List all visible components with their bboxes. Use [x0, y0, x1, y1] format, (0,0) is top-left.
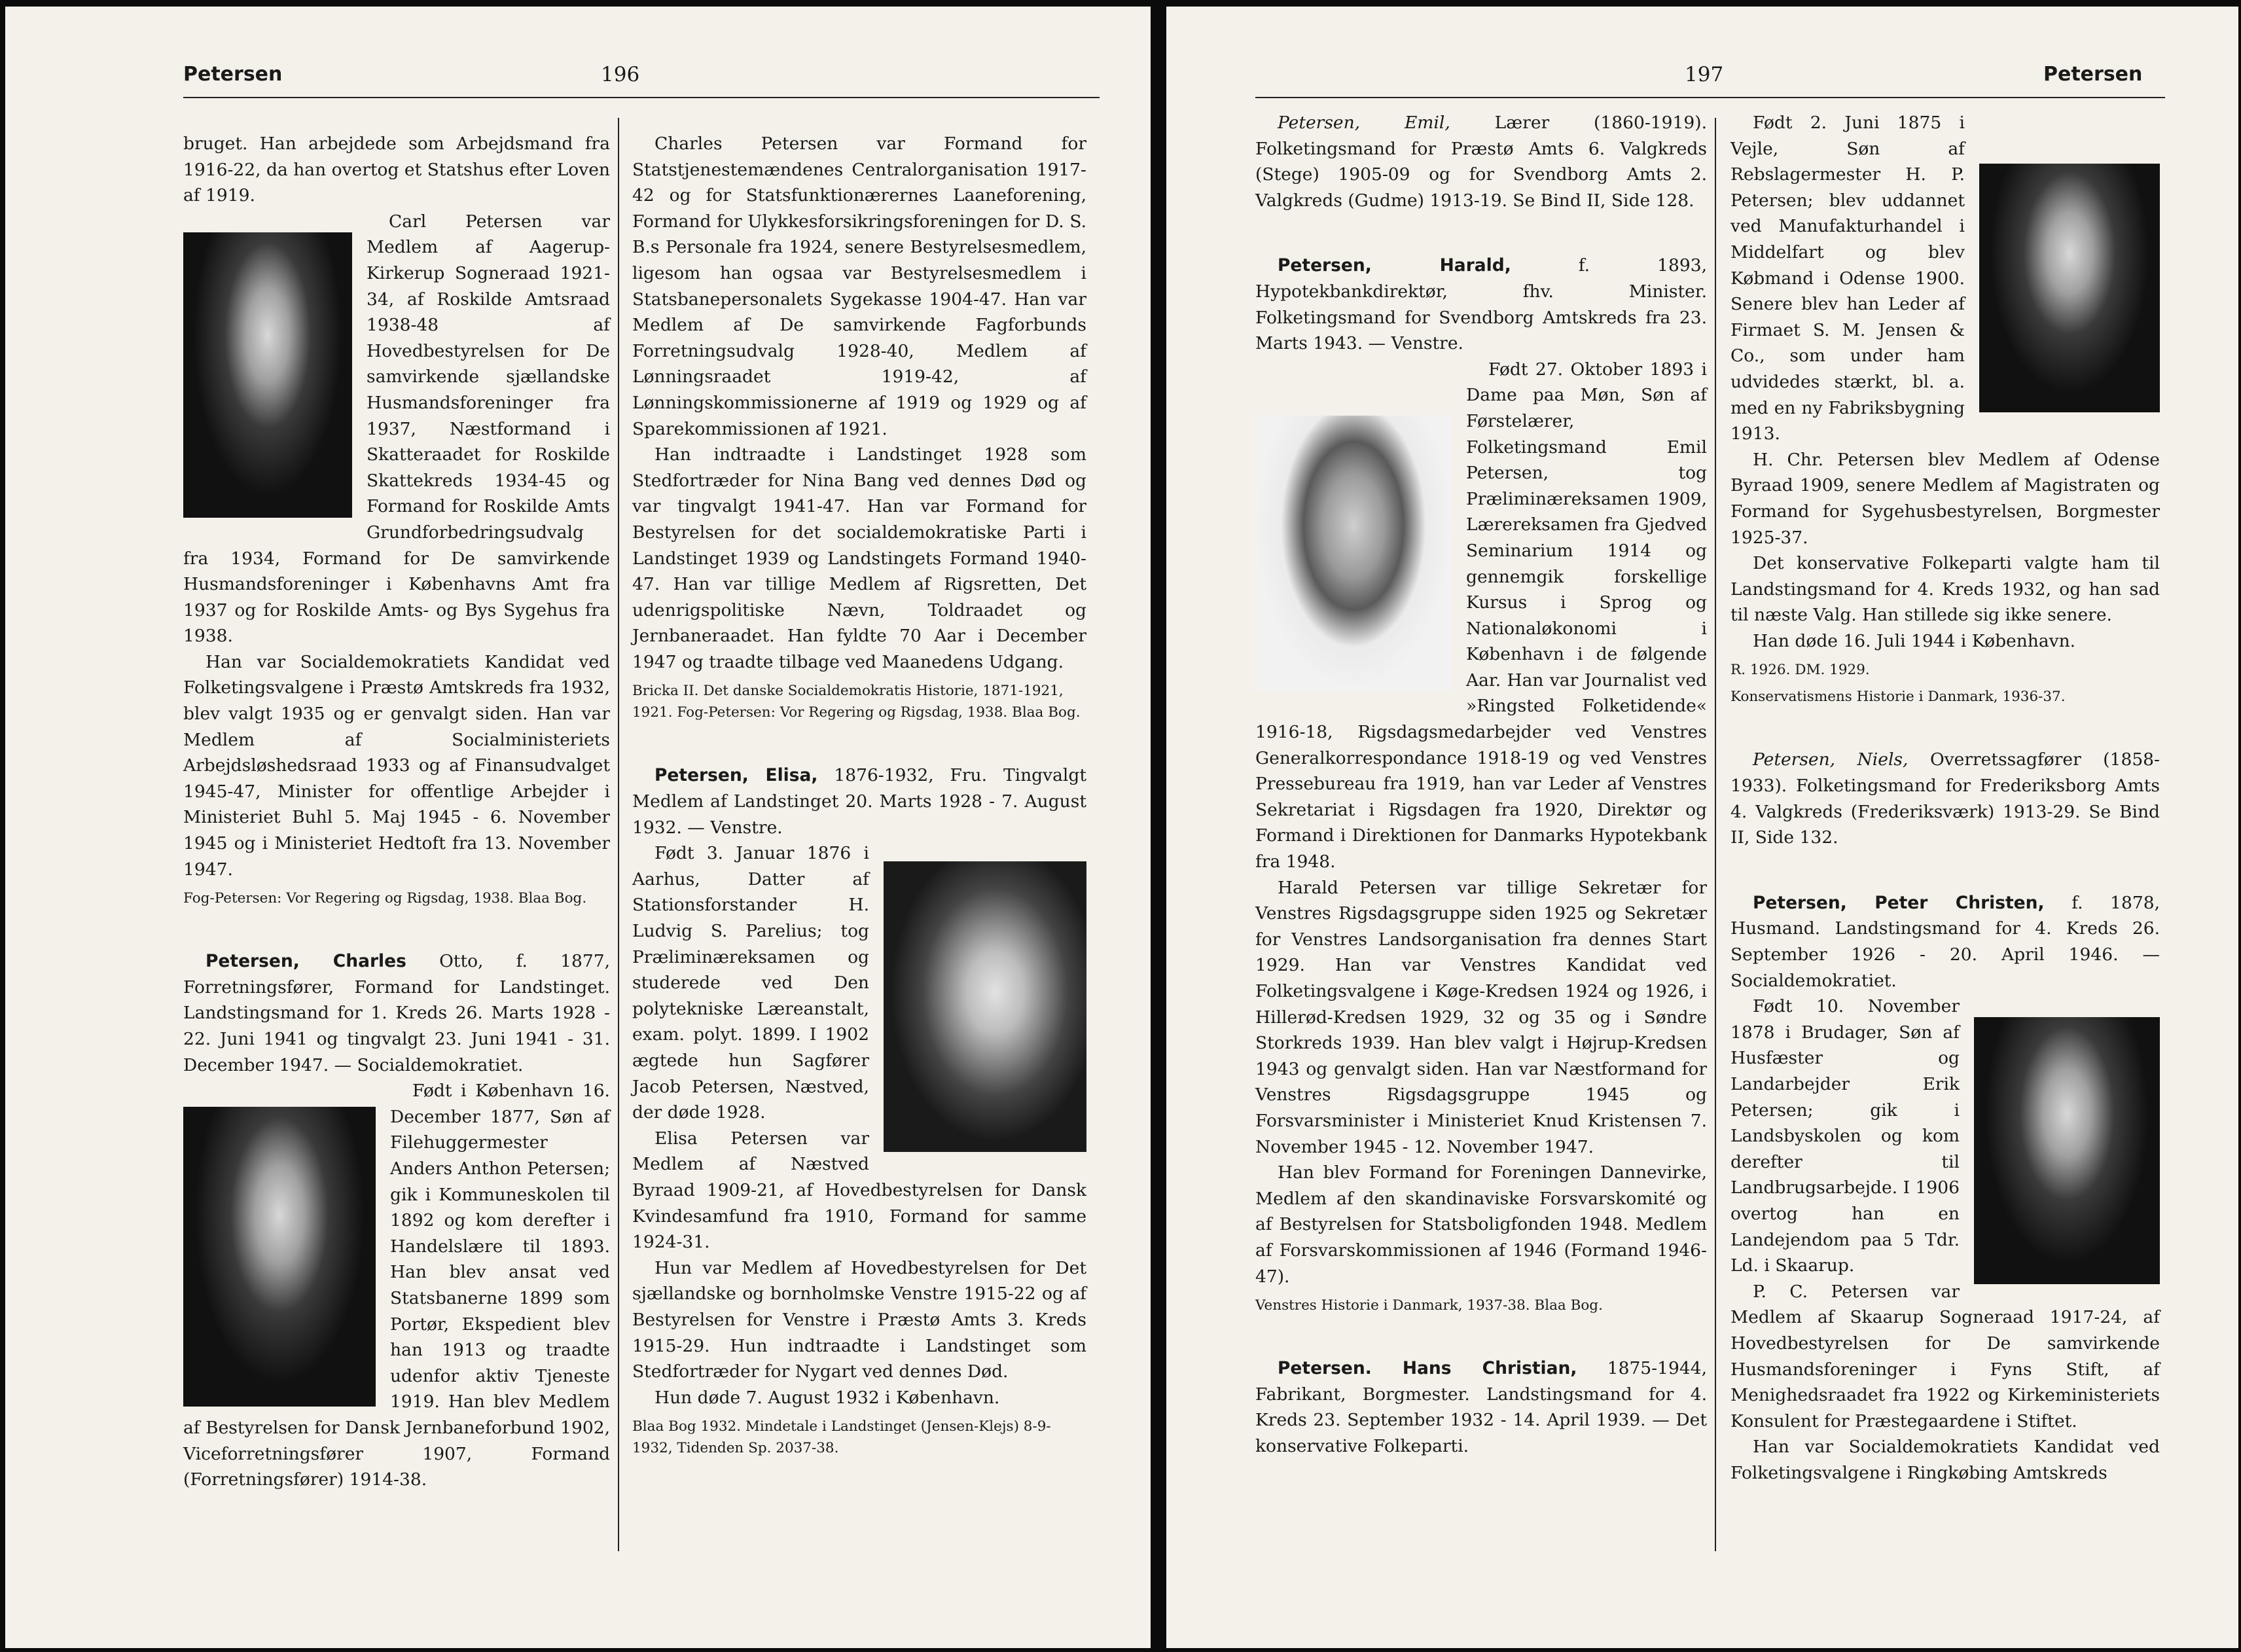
source-note: Bricka II. Det danske Socialdemokratis Historie, 1871-1921, 1921. Fog-Petersen: Vor Regering og Rigsdag, 1938. Blaa Bog. [632, 683, 1081, 721]
source-note: Blaa Bog 1932. Mindetale i Landstinget (Jensen-Klejs) 8-9-1932, Tidenden Sp. 2037-38. [632, 1418, 1051, 1457]
paragraph: Elisa Petersen var Medlem af Næstved Byraad 1909-21, af Hovedbestyrelsen for Dansk Kvindesamfund fra 1910, Formand for samme 1924-31. [632, 1128, 1086, 1253]
portrait-elisa-petersen [884, 861, 1086, 1152]
paragraph: Han døde 16. Juli 1944 i København. [1753, 630, 2076, 651]
paragraph: Han var Socialdemokratiets Kandidat ved Folketingsvalgene i Ringkøbing Amtskreds [1730, 1437, 2160, 1483]
entry-peter-christen-petersen [1730, 890, 2160, 994]
entry-intro: Otto, f. 1877, Forretningsfører, Formand for Landstinget. Landstingsmand for 1. Kreds 26. Marts 1928 - 22. Juni 1941 og tingvalgt 23. Juni 1941 - 31. December 1947. — Socialdemokratiet. [183, 951, 610, 1075]
entry-heading: Petersen, Charles [206, 951, 406, 972]
column-left [183, 131, 610, 1493]
entry-intro: f. 1893, Hypotekbankdirektør, fhv. Minister. Folketingsmand for Svendborg Amtskreds fra 23. Marts 1943. — Venstre. [1255, 255, 1708, 354]
paragraph: Født 10. November 1878 i Brudager, Søn af Husfæster og Landarbejder Erik Petersen; gik i Landsbyskolen og kom derefter til Landbrugsarbejde. I 1906 overtog han en Landejendom paa 5 Tdr. Ld. i Skaarup. [1730, 996, 1960, 1276]
portrait-peter-christen-petersen [1974, 1017, 2160, 1284]
paragraph: Født 3. Januar 1876 i Aarhus, Datter af Stationsforstander H. Ludvig S. Parelius; tog Præliminæreksamen og studerede ved Den polytekniske Læreanstalt, exam. polyt. 1899. I 1902 ægtede hun Sagfører Jacob Petersen, Næstved, der døde 1928. [632, 843, 869, 1123]
column-divider [1715, 118, 1716, 1551]
paragraph: Født i København 16. December 1877, Søn af Filehuggermester Anders Anthon Petersen; gik i Kommuneskolen til 1892 og kom derefter i Handelslære til 1893. Han blev ansat ved Statsbanerne 1899 som Portør, Ekspedient blev han 1913 og traadte udenfor aktiv Tjeneste 1919. Han blev Medlem af Bestyrelsen for Dansk Jernbaneforbund 1902, Viceforretningsfører 1907, Formand (Forretningsfører) 1914-38. [183, 1081, 610, 1490]
header-rule [183, 97, 1100, 98]
column-divider [618, 118, 619, 1551]
portrait-hans-christian-petersen [1979, 164, 2160, 412]
column-left [1255, 110, 1707, 1460]
paragraph: Født 27. Oktober 1893 i Dame paa Møn, Søn af Førstelærer, Folketingsmand Emil Petersen, tog Præliminæreksamen 1909, Lærereksamen fra Gjedved Seminarium 1914 og gennemgik forskellige Kursus i Sprog og Nationaløkonomi i København i de følgende Aar. Han var Journalist ved »Ringsted Folketidende« 1916-18, Rigsdagsmedarbejder ved Venstres Generalkorrespondance 1918-19 og ved Venstres Pressebureau fra 1919, han var Leder af Venstres Sekretariat i Rigsdagen fra 1920, Direktør og Formand i Direktionen for Danmarks Hypotekbank fra 1948. [1255, 359, 1707, 872]
entry-elisa-petersen [632, 763, 1086, 840]
portrait-carl-petersen [183, 232, 352, 518]
entry-intro: 1875-1944, Fabrikant, Borgmester. Landstingsmand for 4. Kreds 23. September 1932 - 14. April 1939. — Det konservative Folkeparti. [1255, 1358, 1707, 1456]
page-number: 197 [1685, 63, 1724, 86]
left-page [5, 7, 1151, 1648]
header-rule [1255, 97, 2165, 98]
running-head: Petersen [183, 63, 283, 86]
entry-intro: f. 1878, Husmand. Landstingsmand for 4. Kreds 26. September 1926 - 20. April 1946. — Socialdemokratiet. [1730, 892, 2160, 991]
page-number: 196 [601, 63, 640, 86]
paragraph: Carl Petersen var Medlem af Aagerup-Kirkerup Sogneraad 1921-34, af Roskilde Amtsraad 1938-48 af Hovedbestyrelsen for De samvirkende sjællandske Husmandsforeninger fra 1937, Næstformand i Skatteraadet for Roskilde Skattekreds 1934-45 og Formand for Roskilde Amts Grundforbedringsudvalg fra 1934, Formand for De samvirkende Husmandsforeninger i Københavns Amt fra 1937 og for Roskilde Amts- og Bys Sygehus fra 1938. [183, 211, 610, 647]
paragraph: Han indtraadte i Landstinget 1928 som Stedfortræder for Nina Bang ved dennes Død og var tingvalgt 1941-47. Han var Formand for Bestyrelsen for det socialdemokratiske Parti i Landstinget 1939 og Landstingets Formand 1940-47. Han var tillige Medlem af Rigsretten, Det udenrigspolitiske Nævn, Toldraadet og Jernbaneraadet. Han fyldte 70 Aar i December 1947 og traadte tilbage ved Maanedens Udgang. [632, 444, 1086, 672]
source-note: Fog-Petersen: Vor Regering og Rigsdag, 1938. Blaa Bog. [183, 890, 587, 907]
entry-niels-petersen: Petersen, Niels, Overretssagfører (1858-1933). Folketingsmand for Frederiksborg Amts 4. Valgkreds (Frederiksværk) 1913-29. Se Bind II, Side 132. [1730, 749, 2160, 848]
paragraph: Charles Petersen var Formand for Statstjenestemændenes Centralorganisation 1917-42 og for Statsfunktionærernes Laaneforening, Formand for Ulykkesforsikringsforeningen for D. S. B.s Personale fra 1924, senere Bestyrelsesmedlem, ligesom han ogsaa var Bestyrelsesmedlem i Statsbanepersonalets Sygekasse 1904-47. Han var Medlem af De samvirkende Fagforbunds Forretningsudvalg 1928-40, Medlem af Lønningsraadet 1919-42, af Lønningskommissionerne af 1919 og 1929 og af Sparekommissionen af 1921. [632, 134, 1086, 439]
paragraph: P. C. Petersen var Medlem af Skaarup Sogneraad 1917-24, af Hovedbestyrelsen for De samvirkende Husmandsforeninger i Fyns Stift, af Menighedsraadet fra 1922 og Kirkeministeriets Konsulent for Præstegaardene i Stiftet. [1730, 1281, 2160, 1431]
column-right [632, 131, 1086, 1459]
portrait-harald-petersen [1255, 416, 1452, 691]
entry-heading: Petersen, Niels, [1753, 749, 1909, 770]
portrait-charles-petersen [183, 1107, 376, 1407]
entry-heading: Petersen. Hans Christian, [1278, 1358, 1577, 1379]
running-head: Petersen [2043, 63, 2143, 86]
entry-heading: Petersen, Peter Christen, [1753, 892, 2045, 913]
entry-hans-christian-petersen [1255, 1356, 1707, 1459]
paragraph: Født 2. Juni 1875 i Vejle, Søn af Rebslagermester H. P. Petersen; blev uddannet ved Manufakturhandel i Middelfart og blev Købmand i Odense 1900. Senere blev han Leder af Firmaet S. M. Jensen & Co., som under ham udvidedes stærkt, bl. a. med en ny Fabriksbygning 1913. [1730, 113, 1965, 444]
column-right [1730, 110, 2160, 1486]
entry-heading: Petersen, Emil, [1278, 113, 1450, 133]
entry-heading: Petersen, Elisa, [654, 765, 818, 786]
entry-emil-petersen: Petersen, Emil, Lærer (1860-1919). Folketingsmand for Præstø Amts 6. Valgkreds (Stege) 1905-09 og for Svendborg Amts 2. Valgkreds (Gudme) 1913-19. Se Bind II, Side 128. [1255, 113, 1707, 211]
paragraph: bruget. Han arbejdede som Arbejdsmand fra 1916-22, da han overtog et Statshus efter Loven af 1919. [183, 134, 610, 206]
entry-heading: Petersen, Harald, [1278, 255, 1511, 276]
paragraph: Hun var Medlem af Hovedbestyrelsen for Det sjællandske og bornholmske Venstre 1915-22 og af Bestyrelsen for Venstre i Præstø Amts 3. Kreds 1915-29. Hun indtraadte i Landstinget som Stedfortræder for Nygart ved dennes Død. [632, 1257, 1086, 1382]
paragraph: Harald Petersen var tillige Sekretær for Venstres Rigsdagsgruppe siden 1925 og Sekretær for Venstres Landsorganisation fra dennes Start 1929. Han var Venstres Kandidat ved Folketingsvalgene i Køge-Kredsen 1924 og 1926, i Hillerød-Kredsen 1929, 32 og 35 og i Søndre Storkreds 1939. Han blev valgt i Højrup-Kredsen 1943 og genvalgt siden. Han var Næstformand for Venstres Rigsdagsgruppe 1945 og Forsvarsminister i Ministeriet Knud Kristensen 7. November 1945 - 12. November 1947. [1255, 877, 1707, 1157]
source-note: Venstres Historie i Danmark, 1937-38. Blaa Bog. [1255, 1297, 1603, 1314]
right-page [1166, 7, 2238, 1648]
paragraph: H. Chr. Petersen blev Medlem af Odense Byraad 1909, senere Medlem af Magistraten og Formand for Sygehusbestyrelsen, Borgmester 1925-37. [1730, 449, 2160, 548]
paragraph: Han blev Formand for Foreningen Dannevirke, Medlem af den skandinaviske Forsvarskomité og af Bestyrelsen for Statsboligfonden 1948. Medlem af Forsvarskommissionen af 1946 (Formand 1946-47). [1255, 1162, 1707, 1287]
paragraph: Han var Socialdemokratiets Kandidat ved Folketingsvalgene i Præstø Amtskreds fra 1932, blev valgt 1935 og er genvalgt siden. Han var Medlem af Socialministeriets Arbejdsløshedsraad 1933 og af Finansudvalget 1945-47, Minister for offentlige Arbejder i Ministeriet Buhl 5. Maj 1945 - 6. November 1945 og i Ministeriet Hedtoft fra 13. November 1947. [183, 651, 610, 880]
source-note: Konservatismens Historie i Danmark, 1936-37. [1730, 689, 2066, 706]
entry-intro: 1876-1932, Fru. Tingvalgt Medlem af Landstinget 20. Marts 1928 - 7. August 1932. — Venstre. [632, 765, 1086, 838]
paragraph: Det konservative Folkeparti valgte ham til Landstingsmand for 4. Kreds 1932, og han sad til næste Valg. Han stillede sig ikke senere. [1730, 553, 2160, 626]
paragraph: Hun døde 7. August 1932 i København. [654, 1387, 1000, 1408]
entry-charles-petersen [183, 948, 610, 1078]
source-note: R. 1926. DM. 1929. [1730, 662, 1870, 679]
entry-harald-petersen [1255, 253, 1707, 356]
